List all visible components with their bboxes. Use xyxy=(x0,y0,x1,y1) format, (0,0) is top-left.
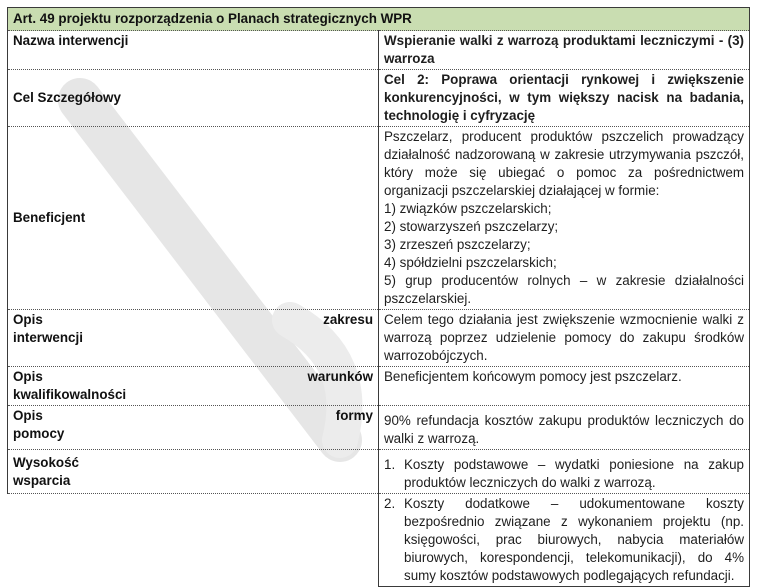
list-item xyxy=(384,456,744,492)
row-zakres xyxy=(8,310,750,367)
label-warunki-b: warunków xyxy=(307,369,373,384)
value-cel: Cel 2: Poprawa orientacji rynkowej i zwiększenie konkurencyjności, w tym większy nacisk na badania, technologię i cyfryzację xyxy=(379,70,750,127)
label-cel: Cel Szczegółowy xyxy=(8,70,379,127)
label-warunki-a: Opis xyxy=(13,369,43,384)
label-wysokosc xyxy=(8,450,379,494)
label-forma-a: Opis xyxy=(13,408,43,423)
row-wysokosc xyxy=(8,450,750,494)
list-item-text: Koszty podstawowe – wydatki poniesione na zakup produktów leczniczych do walki z warrozą. xyxy=(404,457,744,490)
beneficjent-item: 4) spółdzielni pszczelarskich; xyxy=(384,255,557,270)
beneficjent-item: 2) stowarzyszeń pszczelarzy; xyxy=(384,219,559,234)
label-warunki-c: kwalifikowalności xyxy=(13,387,127,402)
beneficjent-item: 5) grup producentów rolnych – w zakresie działalności pszczelarskiej. xyxy=(384,273,744,306)
label-forma-b: formy xyxy=(335,408,373,423)
value-wysokosc-1 xyxy=(379,450,750,494)
row-nazwa xyxy=(8,31,750,70)
value-forma: 90% refundacja kosztów zakupu produktów leczniczych do walki z warrozą. xyxy=(379,406,750,450)
beneficjent-intro: Pszczelarz, producent produktów pszczelich prowadzący działalność nadzorowaną w zakresie utrzymywania pszczół, który może się ubiegać o pomoc za pośrednictwem organizacji pszczelarskiej działającej w formie: xyxy=(384,129,744,198)
label-wysokosc-b: wsparcia xyxy=(13,473,71,488)
label-beneficjent: Beneficjent xyxy=(8,127,379,310)
row-wysokosc-cont xyxy=(8,494,750,587)
label-forma-c: pomocy xyxy=(13,426,65,441)
beneficjent-item: 3) zrzeszeń pszczelarzy; xyxy=(384,237,531,252)
label-forma xyxy=(8,406,379,450)
label-wysokosc-a: Wysokość xyxy=(13,455,79,470)
table-title: Art. 49 projektu rozporządzenia o Planach strategicznych WPR xyxy=(8,8,750,31)
list-item-number: 1. xyxy=(384,457,396,472)
value-zakres: Celem tego działania jest zwiększenie wzmocnienie walki z warrozą poprzez udzielenie pomocy do zakupu środków warrozobójczych. xyxy=(379,310,750,367)
row-beneficjent xyxy=(8,127,750,310)
row-warunki xyxy=(8,367,750,406)
beneficjent-item: 1) związków pszczelarskich; xyxy=(384,201,552,216)
value-warunki: Beneficjentem końcowym pomocy jest pszczelarz. xyxy=(379,367,750,406)
row-forma xyxy=(8,406,750,450)
label-zakres xyxy=(8,310,379,367)
label-zakres-a: Opis xyxy=(13,312,43,327)
list-item-text: Koszty dodatkowe – udokumentowane koszty bezpośrednio związane z wykonaniem projektu (np. księgowości, prac biurowych, nabycia materiałów biurowych, korespondencji, telekomunikacji), do 4% sumy kosztów podstawowych podlegających refundacji. xyxy=(404,496,744,583)
label-zakres-b: zakresu xyxy=(323,312,373,327)
label-empty xyxy=(8,494,379,587)
label-zakres-c: interwencji xyxy=(13,330,83,345)
intervention-table xyxy=(7,7,750,587)
list-item-number: 2. xyxy=(384,496,396,511)
row-cel xyxy=(8,70,750,127)
value-nazwa: Wspieranie walki z warrozą produktami leczniczymi - (3) warroza xyxy=(379,31,750,70)
value-wysokosc-2 xyxy=(379,494,750,587)
label-warunki xyxy=(8,367,379,406)
value-beneficjent xyxy=(379,127,750,310)
label-nazwa: Nazwa interwencji xyxy=(8,31,379,70)
